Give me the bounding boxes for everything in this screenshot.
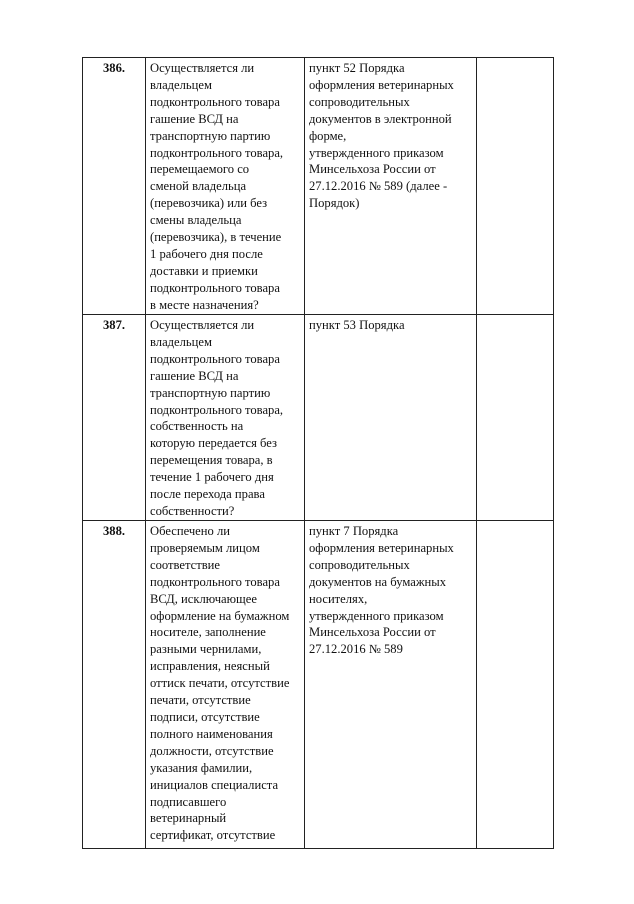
- question-cell: Осуществляется ли владельцем подконтрольного товара гашение ВСД на транспортную партию подконтрольного товара, перемещаемого со сменой владельца (перевозчика) или без смены владельца (перевозчика), в течение 1 рабочего дня после доставки и приемки подконтрольного товара в месте назначения?: [146, 58, 305, 315]
- reference-cell: пункт 7 Порядка оформления ветеринарных сопроводительных документов на бумажных носителях, утвержденного приказом Минсельхоза России от 27.12.2016 № 589: [305, 521, 477, 849]
- table-row: [83, 521, 554, 849]
- question-cell: Обеспечено ли проверяемым лицом соответствие подконтрольного товара ВСД, исключающее оформление на бумажном носителе, заполнение разными чернилами, исправления, неясный оттиск печати, отсутствие печати, отсутствие подписи, отсутствие полного наименования должности, отсутствие указания фамилии, инициалов специалиста подписавшего ветеринарный сертификат, отсутствие: [146, 521, 305, 849]
- note-cell: [477, 315, 554, 521]
- row-number: 388.: [83, 521, 146, 849]
- table-row: [83, 315, 554, 521]
- reference-cell: пункт 53 Порядка: [305, 315, 477, 521]
- question-cell: Осуществляется ли владельцем подконтрольного товара гашение ВСД на транспортную партию подконтрольного товара, собственность на которую передается без перемещения товара, в течение 1 рабочего дня после перехода права собственности?: [146, 315, 305, 521]
- note-cell: [477, 521, 554, 849]
- note-cell: [477, 58, 554, 315]
- checklist-table: [82, 57, 554, 849]
- reference-cell: пункт 52 Порядка оформления ветеринарных сопроводительных документов в электронной форме, утвержденного приказом Минсельхоза России от 27.12.2016 № 589 (далее - Порядок): [305, 58, 477, 315]
- row-number: 386.: [83, 58, 146, 315]
- row-number: 387.: [83, 315, 146, 521]
- table-row: [83, 58, 554, 315]
